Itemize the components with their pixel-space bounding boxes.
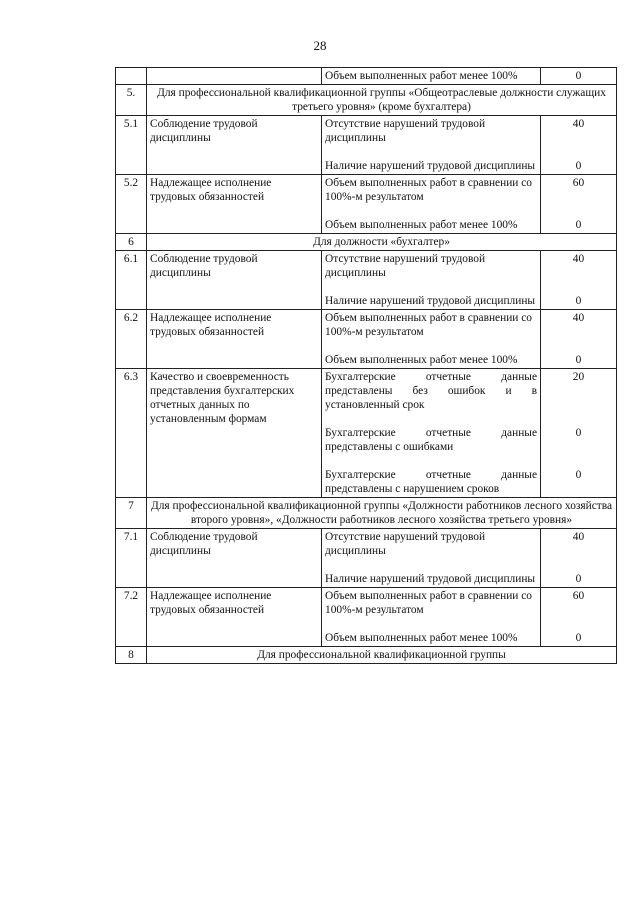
score-value: 0 [575,632,582,644]
indicator-cell [322,251,541,310]
group-header-row [116,85,617,116]
group-title: Для профессиональной квалификационной группы [147,647,617,664]
indicator-text: Бухгалтерские отчетные данные представлены без ошибок и в установленный срок [325,371,537,411]
row-number: 6.2 [116,310,147,369]
indicator-text: Бухгалтерские отчетные данные представлены с ошибками [325,427,537,453]
indicator-cell [322,68,541,85]
score-cell [541,529,617,588]
indicator-text: Наличие нарушений трудовой дисциплины [325,295,536,307]
row-number: 7.2 [116,588,147,647]
indicator-text: Наличие нарушений трудовой дисциплины [325,160,536,172]
indicator-cell [322,175,541,234]
criterion-name [147,68,322,85]
score-value: 0 [575,427,582,439]
indicator-text: Бухгалтерские отчетные данные представлены с нарушением сроков [325,469,537,495]
score-value: 60 [572,177,585,189]
score-cell [541,68,617,85]
score-value: 40 [572,312,585,324]
row-number: 6.3 [116,369,147,498]
score-value: 40 [572,531,585,543]
row-number: 7 [116,498,147,529]
indicator-text: Отсутствие нарушений трудовой дисциплины [325,253,486,279]
criterion-row [116,529,617,588]
indicator-text: Отсутствие нарушений трудовой дисциплины [325,531,486,557]
indicator-cell [322,369,541,498]
criterion-row [116,251,617,310]
criterion-name: Надлежащее исполнение трудовых обязанностей [147,175,322,234]
score-cell [541,310,617,369]
score-value: 0 [575,295,582,307]
criterion-row [116,68,617,85]
indicator-text: Объем выполненных работ в сравнении со 100%-м результатом [325,590,532,616]
indicator-cell [322,310,541,369]
score-value: 0 [575,160,582,172]
score-value: 40 [572,253,585,265]
group-header-row [116,647,617,664]
indicator-text: Отсутствие нарушений трудовой дисциплины [325,118,486,144]
indicator-text: Объем выполненных работ менее 100% [325,70,518,82]
group-title: Для профессиональной квалификационной группы «Должности работников лесного хозяйства второго уровня», «Должности работников лесного хозяйства третьего уровня» [147,498,617,529]
group-title: Для профессиональной квалификационной группы «Общеотраслевые должности служащих третьего уровня» (кроме бухгалтера) [147,85,617,116]
score-cell [541,369,617,498]
criteria-table [115,67,617,664]
criterion-row [116,116,617,175]
indicator-text: Объем выполненных работ менее 100% [325,219,518,231]
score-cell [541,116,617,175]
group-title: Для должности «бухгалтер» [147,234,617,251]
score-value: 0 [575,219,582,231]
page-number: 28 [313,38,327,53]
indicator-text: Объем выполненных работ менее 100% [325,632,518,644]
group-header-row [116,498,617,529]
row-number: 8 [116,647,147,664]
indicator-cell [322,529,541,588]
row-number: 7.1 [116,529,147,588]
score-value: 0 [575,354,582,366]
criterion-name: Соблюдение трудовой дисциплины [147,529,322,588]
score-cell [541,251,617,310]
criterion-name: Надлежащее исполнение трудовых обязанностей [147,310,322,369]
row-number: 5. [116,85,147,116]
criterion-row [116,588,617,647]
group-header-row [116,234,617,251]
criterion-row [116,369,617,498]
indicator-text: Объем выполненных работ менее 100% [325,354,518,366]
criterion-row [116,175,617,234]
score-value: 0 [575,469,582,481]
indicator-text: Объем выполненных работ в сравнении со 100%-м результатом [325,177,532,203]
criterion-name: Качество и своевременность представления бухгалтерских отчетных данных по установленным формам [147,369,322,498]
score-value: 60 [572,590,585,602]
indicator-cell [322,116,541,175]
criterion-name: Соблюдение трудовой дисциплины [147,251,322,310]
indicator-text: Объем выполненных работ в сравнении со 100%-м результатом [325,312,532,338]
score-value: 0 [575,573,582,585]
criterion-name: Надлежащее исполнение трудовых обязанностей [147,588,322,647]
score-value: 20 [572,371,585,383]
row-number: 6 [116,234,147,251]
row-number [116,68,147,85]
score-cell [541,588,617,647]
row-number: 6.1 [116,251,147,310]
score-cell [541,175,617,234]
criterion-row [116,310,617,369]
indicator-cell [322,588,541,647]
row-number: 5.2 [116,175,147,234]
criteria-table-body [116,68,617,664]
criterion-name: Соблюдение трудовой дисциплины [147,116,322,175]
score-value: 0 [575,70,582,82]
score-value: 40 [572,118,585,130]
indicator-text: Наличие нарушений трудовой дисциплины [325,573,536,585]
row-number: 5.1 [116,116,147,175]
